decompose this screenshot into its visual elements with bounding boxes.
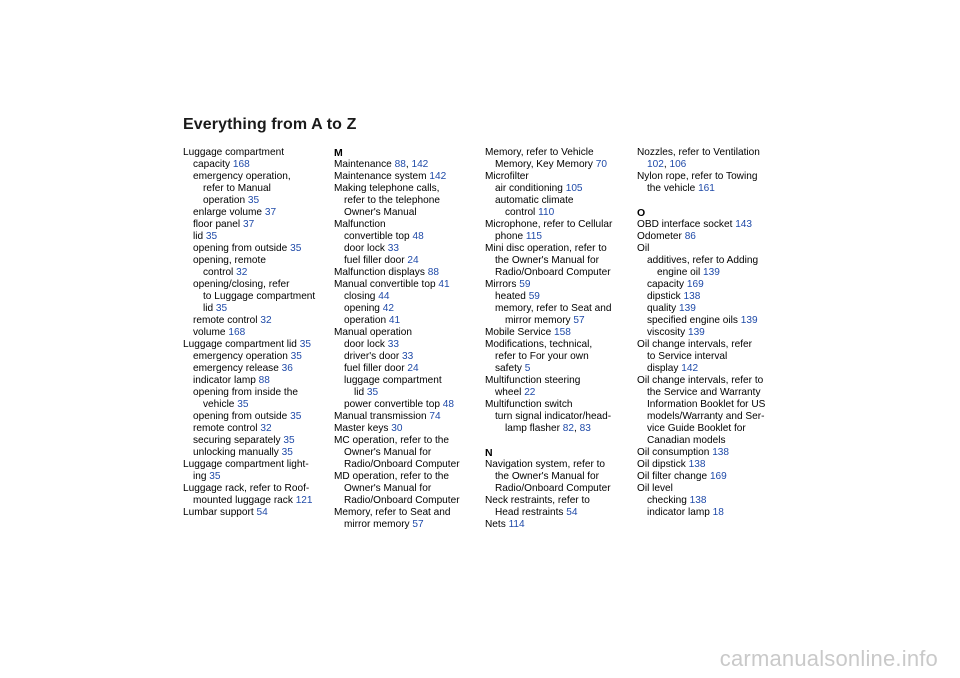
index-entry: [485, 399, 633, 411]
index-subentry: [485, 291, 633, 303]
index-entry: [183, 459, 331, 483]
index-entry: [334, 279, 482, 291]
entry-text: Mirrors: [485, 279, 520, 290]
page-link[interactable]: 35: [366, 387, 379, 398]
index-entry: [637, 459, 785, 471]
entry-text: Malfunction: [334, 219, 386, 230]
index-entry: [334, 411, 482, 423]
page-link[interactable]: 59: [528, 291, 540, 302]
index-subentry: [183, 363, 331, 375]
entry-text: specified engine oils: [647, 315, 741, 326]
page-link[interactable]: 114: [508, 519, 525, 530]
page-link[interactable]: 35: [283, 435, 295, 446]
index-entry: [334, 183, 482, 219]
entry-text: the Owner's Manual for: [495, 255, 600, 266]
entry-text: luggage compartment: [344, 375, 442, 386]
entry-text: Lumbar support: [183, 507, 257, 518]
index-entry: [183, 507, 331, 519]
index-entry: [637, 483, 785, 495]
entry-text: convertible top: [344, 231, 413, 242]
entry-text: capacity: [193, 159, 233, 170]
page-link[interactable]: 138: [688, 459, 706, 470]
page-link[interactable]: 138: [683, 291, 701, 302]
entry-text: lid: [193, 231, 206, 242]
page-separator: ,: [663, 159, 670, 170]
entry-text: Oil: [637, 243, 650, 254]
index-entry: [485, 147, 633, 171]
page-link[interactable]: 22: [524, 387, 536, 398]
index-subentry: [334, 231, 482, 243]
entry-text: opening: [344, 303, 383, 314]
section-letter: N: [485, 447, 493, 459]
entry-text: lamp flasher: [505, 423, 563, 434]
page-link[interactable]: 57: [573, 315, 585, 326]
page-link[interactable]: 83: [579, 423, 591, 434]
page-link[interactable]: 35: [209, 471, 221, 482]
page-link[interactable]: 139: [703, 267, 720, 278]
entry-text: Memory, refer to Vehicle: [485, 147, 594, 158]
page-link[interactable]: 42: [382, 303, 394, 314]
entry-text: checking: [647, 495, 690, 506]
entry-text: remote control: [193, 315, 261, 326]
entry-text: opening, remote: [193, 255, 266, 266]
entry-text: Malfunction displays: [334, 267, 428, 278]
page-link[interactable]: 88: [427, 267, 439, 278]
entry-text: Maintenance: [334, 159, 395, 170]
page-link[interactable]: 32: [260, 315, 272, 326]
page-link[interactable]: 35: [290, 351, 302, 362]
index-subentry: [637, 327, 785, 339]
page-link[interactable]: 169: [686, 279, 704, 290]
entry-text: Navigation system, refer to: [485, 459, 606, 470]
entry-text: engine oil: [657, 267, 704, 278]
index-subentry: [334, 351, 482, 363]
entry-text: turn signal indicator/head-: [495, 411, 612, 422]
index-entry: [485, 279, 633, 291]
index-entry: [334, 471, 482, 507]
section-letter: O: [637, 207, 646, 219]
entry-text: Radio/Onboard Computer: [495, 483, 611, 494]
index-entry: [485, 495, 633, 519]
page-link[interactable]: 161: [698, 183, 715, 194]
entry-text: models/Warranty and Ser-: [647, 411, 765, 422]
section-spacer: [637, 195, 785, 207]
index-entry: [485, 171, 633, 183]
entry-text: Master keys: [334, 423, 392, 434]
index-entry: [637, 375, 785, 447]
index-entry: [334, 435, 482, 471]
index-entry: [637, 231, 785, 243]
index-subentry: [334, 315, 482, 327]
index-entry: [334, 267, 482, 279]
page-link[interactable]: 33: [402, 351, 414, 362]
entry-text: control: [505, 207, 539, 218]
index-column-3: [485, 147, 633, 531]
entry-text: control: [203, 267, 237, 278]
index-subentry: [637, 279, 785, 291]
entry-text: operation: [203, 195, 248, 206]
entry-text: Oil change intervals, refer to: [637, 375, 764, 386]
page-link[interactable]: 24: [407, 363, 419, 374]
page-link[interactable]: 35: [290, 243, 302, 254]
index-subentry: [334, 243, 482, 255]
entry-text: ing: [193, 471, 210, 482]
page-link[interactable]: 86: [684, 231, 696, 242]
page-link[interactable]: 48: [442, 399, 454, 410]
entry-text: display: [647, 363, 682, 374]
page-link[interactable]: 35: [247, 195, 260, 206]
page-link[interactable]: 32: [260, 423, 272, 434]
index-column-1: [183, 147, 331, 519]
entry-text: mirror memory: [505, 315, 574, 326]
page-link[interactable]: 121: [295, 495, 313, 506]
index-subentry: [183, 315, 331, 327]
index-subentry: [183, 207, 331, 219]
entry-text: fuel filler door: [344, 255, 408, 266]
entry-text: Luggage compartment: [183, 147, 285, 158]
entry-text: refer to For your own: [495, 351, 589, 362]
index-subentry: [183, 423, 331, 435]
entry-text: driver's door: [344, 351, 403, 362]
page-link[interactable]: 41: [388, 315, 401, 326]
entry-text: to Service interval: [647, 351, 728, 362]
entry-text: heated: [495, 291, 529, 302]
section-spacer: [485, 435, 633, 447]
entry-text: additives, refer to Adding: [647, 255, 759, 266]
entry-text: Nets: [485, 519, 509, 530]
entry-text: door lock: [344, 339, 388, 350]
index-subentry: [183, 375, 331, 387]
entry-text: Oil change intervals, refer: [637, 339, 753, 350]
page-link[interactable]: 88: [258, 375, 270, 386]
index-entry: [637, 447, 785, 459]
entry-text: opening from outside: [193, 411, 291, 422]
entry-text: Maintenance system: [334, 171, 430, 182]
entry-text: emergency release: [193, 363, 282, 374]
page-link[interactable]: 139: [740, 315, 758, 326]
entry-text: enlarge volume: [193, 207, 265, 218]
page-link[interactable]: 33: [387, 339, 399, 350]
index-column-4: [637, 147, 785, 519]
index-entry: [334, 219, 482, 231]
index-entry: [637, 147, 785, 171]
entry-text: mirror memory: [344, 519, 413, 530]
entry-text: mounted luggage rack: [193, 495, 296, 506]
entry-text: phone: [495, 231, 526, 242]
index-entry: [485, 219, 633, 243]
entry-text: Making telephone calls,: [334, 183, 440, 194]
entry-text: MD operation, refer to the: [334, 471, 450, 482]
index-entry: [637, 243, 785, 255]
entry-text: refer to Manual: [203, 183, 271, 194]
index-entry: [334, 423, 482, 435]
index-entry: [637, 339, 785, 375]
page-link[interactable]: 54: [566, 507, 578, 518]
entry-text: dipstick: [647, 291, 684, 302]
page-link[interactable]: 139: [678, 303, 696, 314]
page-link[interactable]: 37: [242, 219, 255, 230]
entry-text: indicator lamp: [647, 507, 713, 518]
index-subentry: [183, 255, 331, 279]
index-subentry: [485, 195, 633, 219]
entry-text: wheel: [495, 387, 525, 398]
section-letter: M: [334, 147, 343, 159]
entry-text: remote control: [193, 423, 261, 434]
entry-text: Radio/Onboard Computer: [344, 495, 460, 506]
page-title: Everything from A to Z: [183, 116, 357, 133]
entry-text: the vehicle: [647, 183, 699, 194]
index-entry: [334, 171, 482, 183]
index-subentry: [183, 279, 331, 315]
page-link[interactable]: 32: [236, 267, 248, 278]
entry-text: Luggage rack, refer to Roof-: [183, 483, 310, 494]
entry-text: emergency operation: [193, 351, 291, 362]
index-subentry: [183, 219, 331, 231]
entry-text: Owner's Manual for: [344, 447, 432, 458]
page-link[interactable]: 115: [525, 231, 542, 242]
entry-text: power convertible top: [344, 399, 443, 410]
page-link[interactable]: 142: [411, 159, 429, 170]
page-link[interactable]: 5: [524, 363, 531, 374]
entry-text: Manual operation: [334, 327, 412, 338]
entry-text: vice Guide Booklet for: [647, 423, 746, 434]
page-separator: ,: [574, 423, 580, 434]
entry-text: Multifunction steering: [485, 375, 581, 386]
index-entry: [485, 519, 633, 531]
entry-text: Microphone, refer to Cellular: [485, 219, 613, 230]
page-link[interactable]: 158: [554, 327, 571, 338]
entry-text: Oil filter change: [637, 471, 710, 482]
entry-text: Canadian models: [647, 435, 726, 446]
page-link[interactable]: 35: [281, 447, 293, 458]
page-link[interactable]: 59: [519, 279, 531, 290]
index-subentry: [637, 507, 785, 519]
index-subentry: [183, 243, 331, 255]
index-entry: [485, 243, 633, 279]
entry-text: Owner's Manual: [344, 207, 417, 218]
page-link[interactable]: 142: [429, 171, 447, 182]
index-entry: [637, 171, 785, 195]
page-link[interactable]: 82: [562, 423, 575, 434]
entry-text: Multifunction switch: [485, 399, 573, 410]
page-link[interactable]: 35: [215, 303, 228, 314]
index-subentry: [334, 399, 482, 411]
entry-text: Memory, Key Memory: [495, 159, 596, 170]
entry-text: lid: [203, 303, 216, 314]
page-link[interactable]: 138: [712, 447, 730, 458]
entry-text: Mini disc operation, refer to: [485, 243, 607, 254]
entry-text: Oil consumption: [637, 447, 713, 458]
index-subentry: [183, 411, 331, 423]
page-link[interactable]: 138: [689, 495, 707, 506]
entry-text: Luggage compartment lid: [183, 339, 300, 350]
index-entry: [183, 483, 331, 507]
entry-text: Radio/Onboard Computer: [495, 267, 611, 278]
page-link[interactable]: 70: [595, 159, 607, 170]
index-subentry: [183, 327, 331, 339]
index-entry: [485, 375, 633, 399]
page-link[interactable]: 35: [290, 411, 302, 422]
entry-text: Modifications, technical,: [485, 339, 593, 350]
entry-text: quality: [647, 303, 679, 314]
entry-text: closing: [344, 291, 379, 302]
entry-text: the Service and Warranty: [647, 387, 761, 398]
entry-text: safety: [495, 363, 525, 374]
page-link[interactable]: 44: [378, 291, 390, 302]
index-subentry: [183, 171, 331, 207]
index-entry: [183, 147, 331, 171]
entry-text: Head restraints: [495, 507, 567, 518]
index-entry: [485, 339, 633, 375]
index-subentry: [637, 255, 785, 279]
page-link[interactable]: 36: [281, 363, 293, 374]
index-subentry: [183, 387, 331, 411]
index-subentry: [183, 351, 331, 363]
entry-text: Nozzles, refer to Ventilation: [637, 147, 760, 158]
page-link[interactable]: 37: [264, 207, 277, 218]
index-entry: [334, 159, 482, 171]
index-entry: [637, 471, 785, 483]
entry-text: Microfilter: [485, 171, 529, 182]
page-link[interactable]: 35: [205, 231, 218, 242]
entry-text: the Owner's Manual for: [495, 471, 600, 482]
index-subentry: [637, 495, 785, 507]
entry-text: automatic climate: [495, 195, 574, 206]
page-link[interactable]: 41: [438, 279, 450, 290]
entry-text: floor panel: [193, 219, 243, 230]
page-link[interactable]: 168: [228, 327, 246, 338]
entry-text: volume: [193, 327, 229, 338]
entry-text: vehicle: [203, 399, 238, 410]
entry-text: capacity: [647, 279, 687, 290]
entry-text: opening from inside the: [193, 387, 298, 398]
entry-text: Oil dipstick: [637, 459, 689, 470]
entry-text: to Luggage compartment: [203, 291, 316, 302]
page-link[interactable]: 106: [669, 159, 687, 170]
index-entry: [485, 327, 633, 339]
index-subentry: [485, 303, 633, 327]
entry-text: viscosity: [647, 327, 688, 338]
entry-text: MC operation, refer to the: [334, 435, 450, 446]
entry-text: Memory, refer to Seat and: [334, 507, 451, 518]
entry-text: Information Booklet for US: [647, 399, 766, 410]
index-subentry: [183, 231, 331, 243]
index-subentry: [183, 435, 331, 447]
entry-text: Neck restraints, refer to: [485, 495, 590, 506]
entry-text: Radio/Onboard Computer: [344, 459, 460, 470]
page-link[interactable]: 169: [709, 471, 727, 482]
entry-text: opening/closing, refer: [193, 279, 290, 290]
index-subentry: [637, 303, 785, 315]
page-link[interactable]: 143: [735, 219, 753, 230]
watermark: carmanualsonline.info: [719, 646, 938, 671]
index-entry: [334, 507, 482, 531]
entry-text: Nylon rope, refer to Towing: [637, 171, 758, 182]
index-entry: [334, 327, 482, 339]
page-link[interactable]: 102: [647, 159, 664, 170]
entry-text: Oil level: [637, 483, 673, 494]
entry-text: refer to the telephone: [344, 195, 440, 206]
page-link[interactable]: 139: [687, 327, 705, 338]
page-link[interactable]: 33: [387, 243, 399, 254]
index-entry: [637, 219, 785, 231]
page-link[interactable]: 88: [394, 159, 406, 170]
entry-text: memory, refer to Seat and: [495, 303, 612, 314]
entry-text: emergency operation,: [193, 171, 291, 182]
page-link[interactable]: 54: [256, 507, 268, 518]
entry-text: opening from outside: [193, 243, 291, 254]
page-link[interactable]: 48: [412, 231, 424, 242]
index-subentry: [334, 303, 482, 315]
index-subentry: [485, 411, 633, 435]
index-subentry: [334, 375, 482, 399]
index-subentry: [334, 339, 482, 351]
entry-text: Luggage compartment light-: [183, 459, 309, 470]
index-subentry: [334, 291, 482, 303]
index-subentry: [637, 291, 785, 303]
index-subentry: [637, 315, 785, 327]
index-entry: [183, 339, 331, 351]
entry-text: operation: [344, 315, 389, 326]
page-link[interactable]: 35: [299, 339, 311, 350]
entry-text: fuel filler door: [344, 363, 408, 374]
index-subentry: [183, 447, 331, 459]
page-link[interactable]: 57: [412, 519, 424, 530]
index-entry: [485, 459, 633, 495]
entry-text: lid: [354, 387, 367, 398]
page-separator: ,: [405, 159, 412, 170]
index-subentry: [485, 183, 633, 195]
entry-text: Manual convertible top: [334, 279, 439, 290]
page-link[interactable]: 18: [712, 507, 724, 518]
entry-text: Manual transmission: [334, 411, 430, 422]
entry-text: Owner's Manual for: [344, 483, 432, 494]
entry-text: Mobile Service: [485, 327, 555, 338]
page-link[interactable]: 105: [565, 183, 583, 194]
entry-text: securing separately: [193, 435, 284, 446]
page-link[interactable]: 30: [391, 423, 403, 434]
index-column-2: [334, 147, 482, 531]
index-subentry: [334, 255, 482, 267]
page-link[interactable]: 74: [429, 411, 441, 422]
page-link[interactable]: 142: [681, 363, 699, 374]
index-subentry: [334, 363, 482, 375]
entry-text: air conditioning: [495, 183, 566, 194]
entry-text: indicator lamp: [193, 375, 259, 386]
entry-text: OBD interface socket: [637, 219, 736, 230]
entry-text: unlocking manually: [193, 447, 282, 458]
page-link[interactable]: 168: [232, 159, 250, 170]
page-link[interactable]: 24: [407, 255, 419, 266]
entry-text: door lock: [344, 243, 388, 254]
page-link[interactable]: 35: [237, 399, 249, 410]
page-link[interactable]: 110: [538, 207, 555, 218]
entry-text: Odometer: [637, 231, 685, 242]
